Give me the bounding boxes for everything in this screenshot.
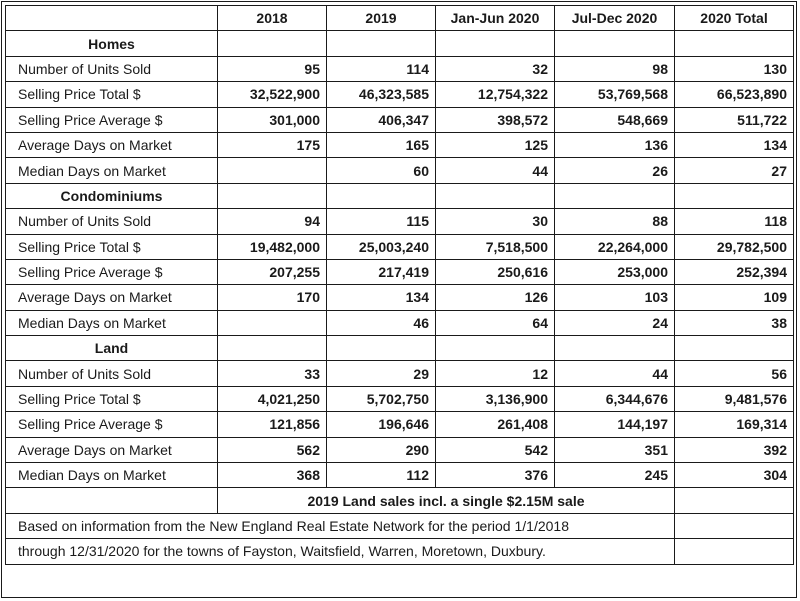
row-label: Median Days on Market [6,158,218,183]
section-row [6,31,794,56]
value-cell: 29,782,500 [675,234,794,259]
section-empty-cell [327,336,436,361]
section-empty-cell [675,31,794,56]
value-cell: 121,856 [218,412,327,437]
row-label: Average Days on Market [6,132,218,157]
table-row [6,82,794,107]
note-empty-cell [675,488,794,513]
value-cell: 125 [436,132,555,157]
value-cell: 88 [555,209,675,234]
value-cell: 9,481,576 [675,386,794,411]
table-row [6,463,794,488]
header-cell-label [6,6,218,31]
real-estate-sales-table [5,5,794,565]
header-cell-2019: 2019 [327,6,436,31]
value-cell: 29 [327,361,436,386]
value-cell: 301,000 [218,107,327,132]
value-cell: 94 [218,209,327,234]
value-cell: 245 [555,463,675,488]
note-row [6,488,794,513]
section-empty-cell [218,336,327,361]
value-cell: 30 [436,209,555,234]
value-cell: 56 [675,361,794,386]
section-title: Land [6,336,218,361]
value-cell: 109 [675,285,794,310]
header-cell-jan-jun-2020: Jan-Jun 2020 [436,6,555,31]
land-sales-note: 2019 Land sales incl. a single $2.15M sale [218,488,675,513]
row-label: Selling Price Total $ [6,386,218,411]
value-cell: 44 [436,158,555,183]
value-cell: 207,255 [218,259,327,284]
table-row [6,310,794,335]
section-title: Condominiums [6,183,218,208]
section-empty-cell [218,183,327,208]
table-row [6,412,794,437]
section-row [6,336,794,361]
value-cell: 7,518,500 [436,234,555,259]
section-empty-cell [218,31,327,56]
table-row [6,209,794,234]
table-row [6,158,794,183]
value-cell: 376 [436,463,555,488]
value-cell: 27 [675,158,794,183]
section-empty-cell [675,183,794,208]
table-row [6,132,794,157]
row-label: Average Days on Market [6,285,218,310]
source-line-2: through 12/31/2020 for the towns of Fayston, Waitsfield, Warren, Moretown, Duxbury. [6,539,675,564]
value-cell: 351 [555,437,675,462]
value-cell: 175 [218,132,327,157]
section-empty-cell [675,336,794,361]
row-label: Number of Units Sold [6,209,218,234]
value-cell: 165 [327,132,436,157]
section-row [6,183,794,208]
value-cell: 4,021,250 [218,386,327,411]
table-row [6,437,794,462]
value-cell: 95 [218,56,327,81]
source-line-1: Based on information from the New England Real Estate Network for the period 1/1/2018 [6,513,675,538]
value-cell: 136 [555,132,675,157]
table-row [6,285,794,310]
table-row [6,234,794,259]
value-cell: 398,572 [436,107,555,132]
value-cell: 253,000 [555,259,675,284]
value-cell: 46,323,585 [327,82,436,107]
value-cell: 130 [675,56,794,81]
source-row [6,539,794,564]
value-cell: 126 [436,285,555,310]
value-cell: 134 [675,132,794,157]
value-cell: 25,003,240 [327,234,436,259]
section-empty-cell [327,183,436,208]
source-empty-cell [675,513,794,538]
value-cell: 12,754,322 [436,82,555,107]
value-cell: 511,722 [675,107,794,132]
value-cell: 60 [327,158,436,183]
row-label: Selling Price Average $ [6,412,218,437]
row-label: Selling Price Total $ [6,82,218,107]
value-cell: 114 [327,56,436,81]
value-cell: 304 [675,463,794,488]
value-cell: 6,344,676 [555,386,675,411]
table-row [6,56,794,81]
value-cell: 562 [218,437,327,462]
value-cell: 38 [675,310,794,335]
value-cell: 392 [675,437,794,462]
section-empty-cell [555,31,675,56]
value-cell: 66,523,890 [675,82,794,107]
header-cell-jul-dec-2020: Jul-Dec 2020 [555,6,675,31]
table-row [6,107,794,132]
value-cell: 290 [327,437,436,462]
source-row [6,513,794,538]
value-cell: 118 [675,209,794,234]
value-cell: 22,264,000 [555,234,675,259]
row-label: Number of Units Sold [6,361,218,386]
value-cell: 406,347 [327,107,436,132]
value-cell: 19,482,000 [218,234,327,259]
section-title: Homes [6,31,218,56]
value-cell: 196,646 [327,412,436,437]
value-cell: 103 [555,285,675,310]
value-cell: 33 [218,361,327,386]
section-empty-cell [555,183,675,208]
row-label: Selling Price Total $ [6,234,218,259]
row-label: Median Days on Market [6,310,218,335]
row-label: Number of Units Sold [6,56,218,81]
section-empty-cell [327,31,436,56]
value-cell: 26 [555,158,675,183]
value-cell: 3,136,900 [436,386,555,411]
row-label: Median Days on Market [6,463,218,488]
value-cell: 46 [327,310,436,335]
value-cell: 64 [436,310,555,335]
value-cell [218,158,327,183]
section-empty-cell [436,336,555,361]
value-cell: 44 [555,361,675,386]
value-cell: 24 [555,310,675,335]
section-empty-cell [436,183,555,208]
table-body [6,31,794,488]
table-row [6,259,794,284]
value-cell: 98 [555,56,675,81]
source-empty-cell [675,539,794,564]
table-row [6,361,794,386]
value-cell: 144,197 [555,412,675,437]
value-cell: 5,702,750 [327,386,436,411]
value-cell [218,310,327,335]
value-cell: 261,408 [436,412,555,437]
value-cell: 169,314 [675,412,794,437]
header-cell-2018: 2018 [218,6,327,31]
value-cell: 542 [436,437,555,462]
section-empty-cell [555,336,675,361]
header-cell-2020-total: 2020 Total [675,6,794,31]
value-cell: 32,522,900 [218,82,327,107]
header-row [6,6,794,31]
value-cell: 115 [327,209,436,234]
row-label: Average Days on Market [6,437,218,462]
value-cell: 134 [327,285,436,310]
note-empty-cell [6,488,218,513]
value-cell: 368 [218,463,327,488]
value-cell: 170 [218,285,327,310]
value-cell: 12 [436,361,555,386]
value-cell: 250,616 [436,259,555,284]
value-cell: 112 [327,463,436,488]
value-cell: 53,769,568 [555,82,675,107]
value-cell: 548,669 [555,107,675,132]
value-cell: 252,394 [675,259,794,284]
table-row [6,386,794,411]
row-label: Selling Price Average $ [6,259,218,284]
section-empty-cell [436,31,555,56]
value-cell: 32 [436,56,555,81]
row-label: Selling Price Average $ [6,107,218,132]
value-cell: 217,419 [327,259,436,284]
